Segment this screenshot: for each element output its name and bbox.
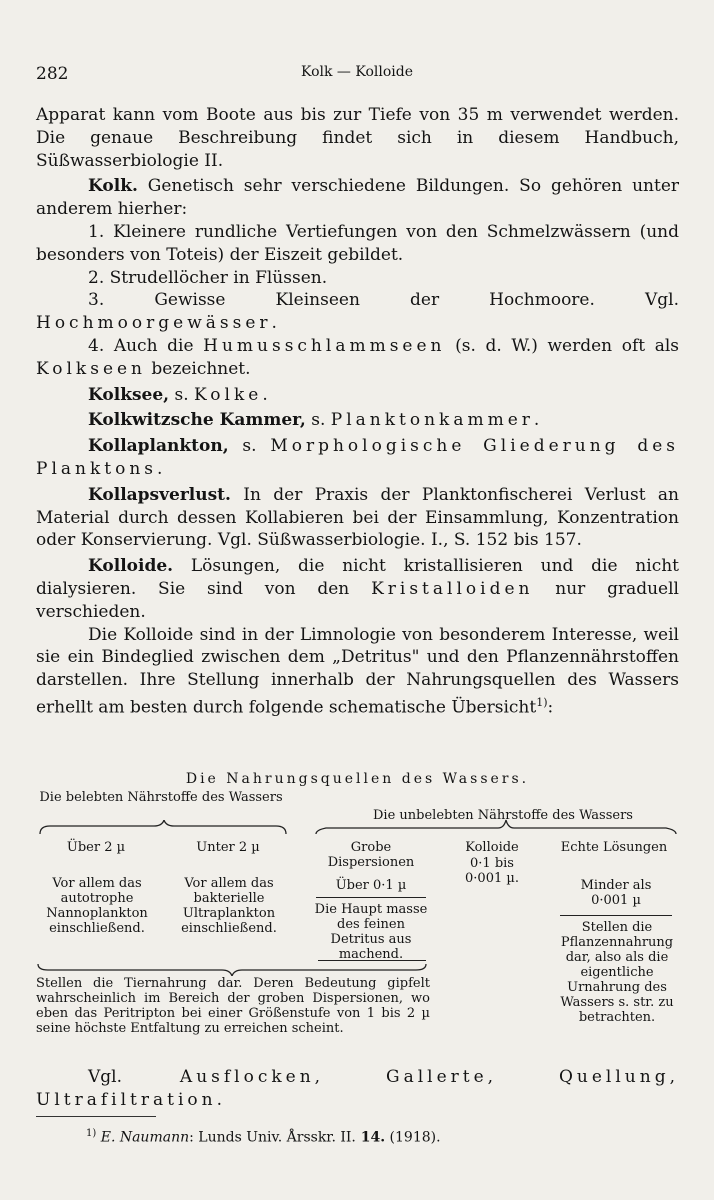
footnote-citation: : Lunds Univ. Årsskr. II. (189, 1129, 356, 1146)
entry-kolksee (36, 384, 679, 407)
kolloide-end: nur graduell verschieden. (36, 578, 679, 622)
kollapsverlust-definition: In der Praxis der Planktonfischerei Verlust an Material durch dessen Kollabieren bei der Einsammlung, Konzentration oder Konservierung. Vgl. Süßwasserbiologie. I., S. 152 bis 157. (36, 484, 679, 551)
footnote-rule (36, 1116, 156, 1117)
footnote-number: 1) (86, 1128, 97, 1139)
list-item-4-mid: (s. d. W.) werden oft als (445, 335, 679, 356)
col5-rule (560, 915, 672, 916)
page-number: 282 (36, 64, 69, 84)
footnote (86, 1128, 441, 1146)
headword-kolk: Kolk. (88, 176, 138, 197)
footnote-year: (1918). (385, 1129, 441, 1146)
col2-text: Vor allem das bakterielle Ultraplankton einschließend. (181, 876, 277, 936)
col3-rule (316, 897, 426, 898)
paragraph-kolloide-interest (36, 624, 679, 720)
kolksee-end: . (262, 384, 268, 405)
cross-ref-morphologische-gliederung: Morphologische Gliederung des Planktons (36, 436, 679, 479)
cross-ref-list: Ausflocken, Gallerte, Quellung, Ultrafiltration (36, 1067, 679, 1110)
col2-header: Unter 2 µ (196, 840, 260, 855)
cross-ref-kolke: Kolke (194, 384, 263, 405)
list-item-1: 1. Kleinere rundliche Vertiefungen von den Schmelzwässern (und besonders von Toteis) der Eiszeit gebildet. (36, 221, 679, 265)
list-item-4-text: 4. Auch die (88, 335, 204, 356)
scheme-title: Die Nahrungsquellen des Wassers. (185, 771, 530, 787)
footnote-volume: 14. (355, 1129, 386, 1146)
cross-ref-humusschlammseen: Humusschlammseen (203, 335, 446, 356)
col1-text: Vor allem das autotrophe Nannoplankton einschließend. (46, 876, 148, 936)
headword-kollaplankton: Kollaplankton, (88, 436, 229, 457)
see-also-pre: Vgl. (88, 1067, 180, 1087)
headword-kolksee: Kolksee, (88, 384, 170, 405)
paragraph-apparat: Apparat kann vom Boote aus bis zur Tiefe von 35 m verwendet werden. Die genaue Beschreibung findet sich in diesem Handbuch, Süßwasserbiologie II. (36, 105, 679, 171)
running-head: Kolk — Kolloide (301, 64, 413, 80)
col4-range: 0·1 bis 0·001 µ. (465, 856, 519, 886)
nutrient-sources-scheme (36, 770, 679, 1070)
kollaplankton-pre: s. (228, 436, 271, 457)
list-item-2: 2. Strudellöcher in Flüssen. (88, 267, 328, 288)
cross-ref-kolkseen: Kolkseen (36, 358, 147, 379)
col3-bottom-rule (318, 960, 426, 961)
entry-kolk (36, 175, 679, 221)
see-also-paragraph (36, 1066, 679, 1112)
col3-sub: Über 0·1 µ (335, 878, 407, 893)
col5-text: Stellen die Pflanzennahrung dar, also als die eigentliche Urnahrung des Wassers s. str. zu betrachten. (560, 920, 674, 1025)
paragraph-kolloide-interest-text: Die Kolloide sind in der Limnologie von besonderem Interesse, weil sie ein Bindeglied zwischen dem „Detritus" und den Pflanzennährstoffen darstellen. Ihre Stellung innerhalb der Nahrungsquellen des Wassers erhellt am besten durch folgende schematische Übersicht (36, 624, 679, 718)
scheme-right-brace (36, 816, 679, 836)
headword-kollapsverlust: Kollapsverlust. (88, 484, 231, 505)
scheme-bottom-brace (36, 962, 436, 976)
col3-header: Grobe Dispersionen (327, 840, 415, 870)
entry-kollapsverlust (36, 484, 679, 552)
cross-ref-hochmoorgewaesser: Hochmoorgewässer (36, 313, 272, 334)
headword-kolloide: Kolloide. (88, 556, 174, 577)
col3-text: Die Haupt masse des feinen Detritus aus machend. (314, 902, 428, 962)
see-also-end: . (216, 1089, 222, 1110)
paragraph-kolloide-interest-end: : (547, 697, 554, 718)
list-item-3 (36, 289, 679, 335)
kolkwitz-end: . (533, 410, 540, 431)
entry-kolloide (36, 555, 679, 623)
list-item-3-end: . (271, 313, 277, 334)
entry-kollaplankton (36, 435, 679, 481)
list-item-4-end: bezeichnet. (146, 358, 251, 379)
scheme-bottom-text: Stellen die Tiernahrung dar. Deren Bedeutung gipfelt wahrscheinlich im Bereich der groben Dispersionen, wo eben das Peritripton bei einer Größenstufe von 1 bis 2 µ seine höchste Entfaltung zu erreichen scheint. (36, 976, 430, 1036)
col1-header: Über 2 µ (66, 840, 126, 855)
kollaplankton-end: . (157, 458, 163, 479)
kolloide-definition: Lösungen, die nicht kristallisieren und die nicht dialysieren. Sie sind von den (36, 556, 679, 599)
scheme-unbelebte-label: Die unbelebten Nährstoffe des Wassers (373, 808, 633, 823)
footnote-marker[interactable]: 1) (536, 695, 548, 709)
kolk-definition: Genetisch sehr verschiedene Bildungen. So gehören unter anderem hierher: (36, 176, 679, 220)
page-header (36, 64, 678, 88)
entry-kolkwitzsche-kammer (36, 409, 679, 432)
cross-ref-planktonkammer: Planktonkammer (330, 410, 534, 431)
footnote-author: E. Naumann (100, 1129, 190, 1146)
col5-sub: Minder als 0·001 µ (580, 878, 652, 908)
col5-header: Echte Lösungen (560, 840, 668, 855)
main-text (36, 104, 679, 719)
list-item-3-text: 3. Gewisse Kleinseen der Hochmoore. Vgl. (88, 290, 679, 311)
col4-header: Kolloide (465, 840, 519, 855)
kolkwitz-pre: s. (305, 410, 331, 431)
list-item-4 (36, 335, 679, 381)
scheme-belebte-label: Die belebten Nährstoffe des Wassers (39, 790, 283, 805)
headword-kolkwitzsche-kammer: Kolkwitzsche Kammer, (88, 410, 306, 431)
cross-ref-kristalloiden: Kristalloiden (371, 578, 534, 599)
kolksee-pre: s. (169, 384, 195, 405)
see-also-line (36, 1066, 679, 1112)
